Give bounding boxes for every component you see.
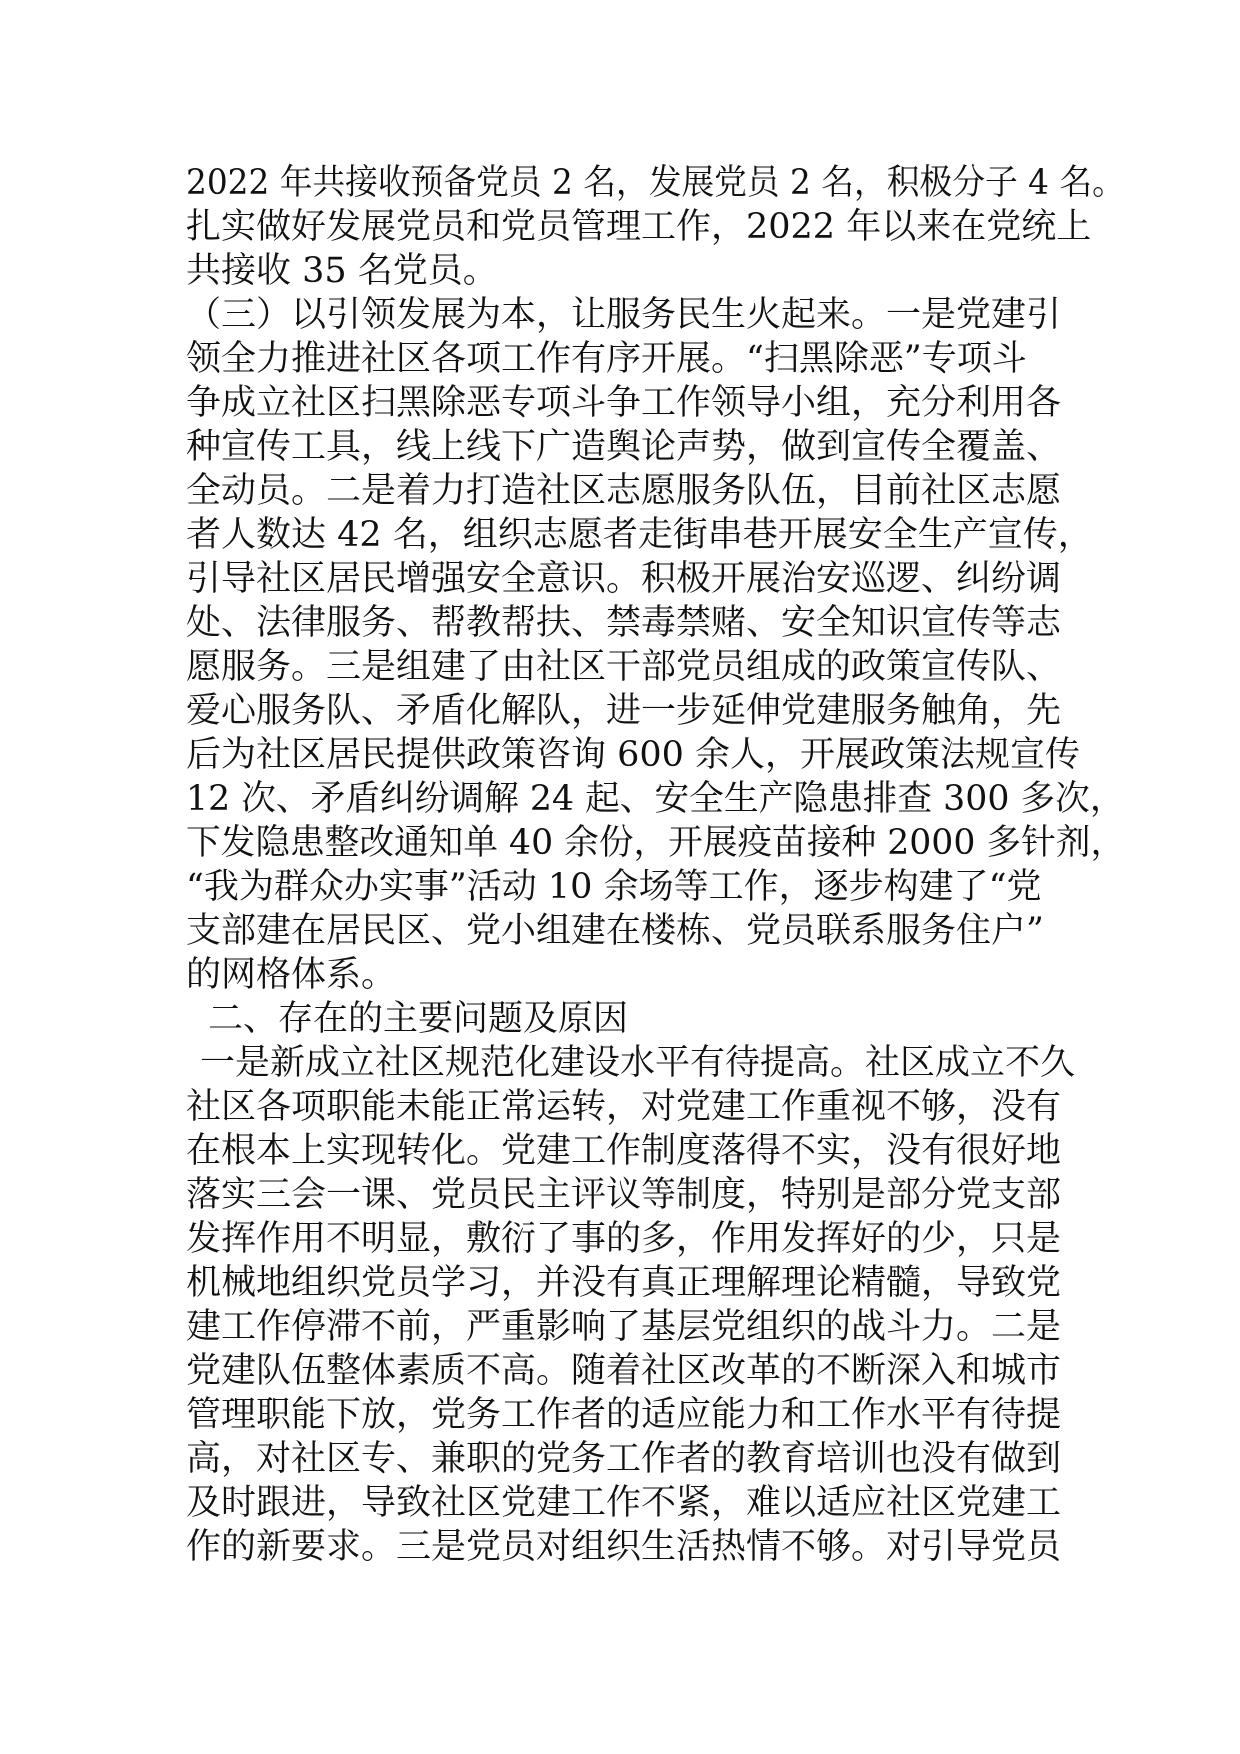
text-line-18: 支部建在居民区、党小组建在楼栋、党员联系服务住户” — [186, 911, 1044, 951]
text-line-30: 高，对社区专、兼职的党务工作者的教育培训也没有做到 — [186, 1439, 1062, 1479]
text-line-10: 引导社区居民增强安全意识。积极开展治安巡逻、纠纷调 — [186, 559, 1062, 599]
section-heading-3: （三）以引领发展为本，让服务民生火起来。一是党建引 — [186, 295, 1062, 335]
text-line-21: 一是新成立社区规范化建设水平有待提高。社区成立不久 — [200, 1043, 1076, 1083]
text-line-9: 者人数达 42 名，组织志愿者走街串巷开展安全生产宣传， — [186, 515, 1093, 555]
text-line-2: 扎实做好发展党员和党员管理工作，2022 年以来在党统上 — [186, 207, 1092, 247]
text-line-1: 2022 年共接收预备党员 2 名，发展党员 2 名，积极分子 4 名。 — [186, 163, 1125, 203]
section-heading-2: 二、存在的主要问题及原因 — [208, 999, 629, 1039]
text-line-17: “我为群众办实事”活动 10 余场等工作，逐步构建了“党 — [186, 867, 1042, 907]
text-line-25: 发挥作用不明显，敷衍了事的多，作用发挥好的少，只是 — [186, 1219, 1062, 1259]
text-line-13: 爱心服务队、矛盾化解队，进一步延伸党建服务触角，先 — [186, 691, 1062, 731]
text-line-26: 机械地组织党员学习，并没有真正理解理论精髓，导致党 — [186, 1263, 1062, 1303]
text-line-27: 建工作停滞不前，严重影响了基层党组织的战斗力。二是 — [186, 1307, 1062, 1347]
text-line-12: 愿服务。三是组建了由社区干部党员组成的政策宣传队、 — [186, 647, 1062, 687]
text-line-14: 后为社区居民提供政策咨询 600 余人，开展政策法规宣传 — [186, 735, 1081, 775]
text-line-15: 12 次、矛盾纠纷调解 24 起、安全生产隐患排查 300 多次， — [186, 779, 1125, 819]
text-line-29: 管理职能下放，党务工作者的适应能力和工作水平有待提 — [186, 1395, 1062, 1435]
text-line-32: 作的新要求。三是党员对组织生活热情不够。对引导党员 — [186, 1527, 1062, 1567]
text-line-28: 党建队伍整体素质不高。随着社区改革的不断深入和城市 — [186, 1351, 1062, 1391]
text-line-22: 社区各项职能未能正常运转，对党建工作重视不够，没有 — [186, 1087, 1062, 1127]
text-line-19: 的网格体系。 — [186, 955, 397, 995]
text-line-23: 在根本上实现转化。党建工作制度落得不实，没有很好地 — [186, 1131, 1062, 1171]
text-line-5: 领全力推进社区各项工作有序开展。“扫黑除恶”专项斗 — [186, 339, 1027, 379]
text-line-3: 共接收 35 名党员。 — [186, 251, 498, 291]
text-line-16: 下发隐患整改通知单 40 余份，开展疫苗接种 2000 多针剂， — [186, 823, 1126, 863]
text-line-8: 全动员。二是着力打造社区志愿服务队伍，目前社区志愿 — [186, 471, 1062, 511]
text-line-11: 处、法律服务、帮教帮扶、禁毒禁赌、安全知识宣传等志 — [186, 603, 1062, 643]
text-line-7: 种宣传工具，线上线下广造舆论声势，做到宣传全覆盖、 — [186, 427, 1062, 467]
text-line-31: 及时跟进，导致社区党建工作不紧，难以适应社区党建工 — [186, 1483, 1062, 1523]
text-line-6: 争成立社区扫黑除恶专项斗争工作领导小组，充分利用各 — [186, 383, 1062, 423]
text-line-24: 落实三会一课、党员民主评议等制度，特别是部分党支部 — [186, 1175, 1062, 1215]
